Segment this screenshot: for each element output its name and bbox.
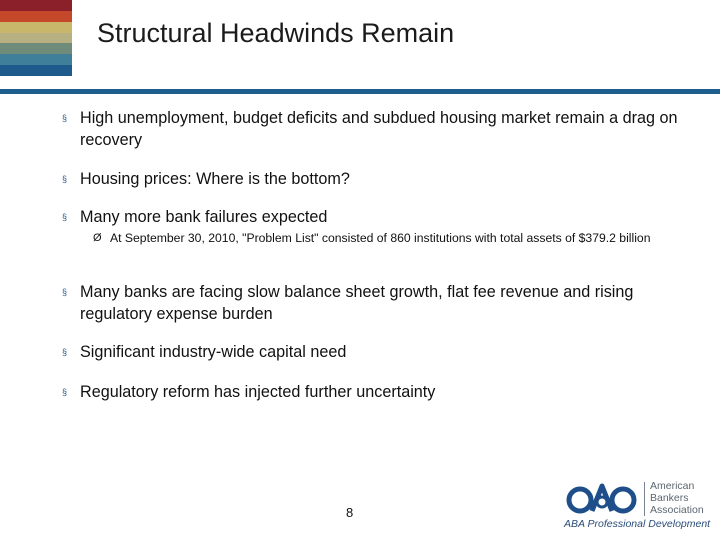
aba-logo-icon — [562, 480, 642, 516]
stripe — [0, 54, 72, 65]
bullet-mark: § — [62, 113, 68, 123]
logo-name: American Bankers Association — [650, 480, 704, 516]
bullet-mark: § — [62, 287, 68, 297]
bullet-item — [62, 281, 692, 325]
bullet-text: Many banks are facing slow balance sheet growth, flat fee revenue and rising regulatory expense burden — [80, 283, 634, 323]
bullet-text: Housing prices: Where is the bottom? — [80, 170, 350, 188]
stripe — [0, 43, 72, 54]
bullet-mark: § — [62, 347, 68, 357]
bullet-item — [62, 341, 692, 363]
bullet-mark: § — [62, 387, 68, 397]
sub-bullet-arrow-icon: Ø — [93, 232, 102, 244]
aba-logo — [562, 476, 712, 534]
stripe — [0, 65, 72, 76]
bullet-text: Regulatory reform has injected further uncertainty — [80, 383, 436, 401]
bullet-mark: § — [62, 174, 68, 184]
bullet-mark: § — [62, 212, 68, 222]
title-rule — [0, 89, 720, 94]
bullet-text: Many more bank failures expected — [80, 208, 328, 226]
stripe — [0, 0, 72, 11]
stripe — [0, 22, 72, 33]
bullet-item — [62, 381, 692, 403]
logo-divider — [644, 482, 645, 516]
sub-bullet-text: At September 30, 2010, "Problem List" consisted of 860 institutions with total assets of $379.2 billion — [110, 231, 651, 245]
bullet-text: Significant industry-wide capital need — [80, 343, 347, 361]
bullet-text: High unemployment, budget deficits and subdued housing market remain a drag on recovery — [80, 109, 678, 149]
slide-title: Structural Headwinds Remain — [97, 18, 455, 48]
page-number: 8 — [346, 505, 354, 520]
bullet-item — [62, 206, 692, 228]
stripe — [0, 11, 72, 22]
header-color-stripes — [0, 0, 72, 76]
sub-bullet-item — [93, 230, 663, 246]
bullet-item — [62, 107, 692, 151]
logo-subtitle: ABA Professional Development — [564, 518, 711, 530]
stripe — [0, 33, 72, 44]
bullet-item — [62, 168, 692, 190]
